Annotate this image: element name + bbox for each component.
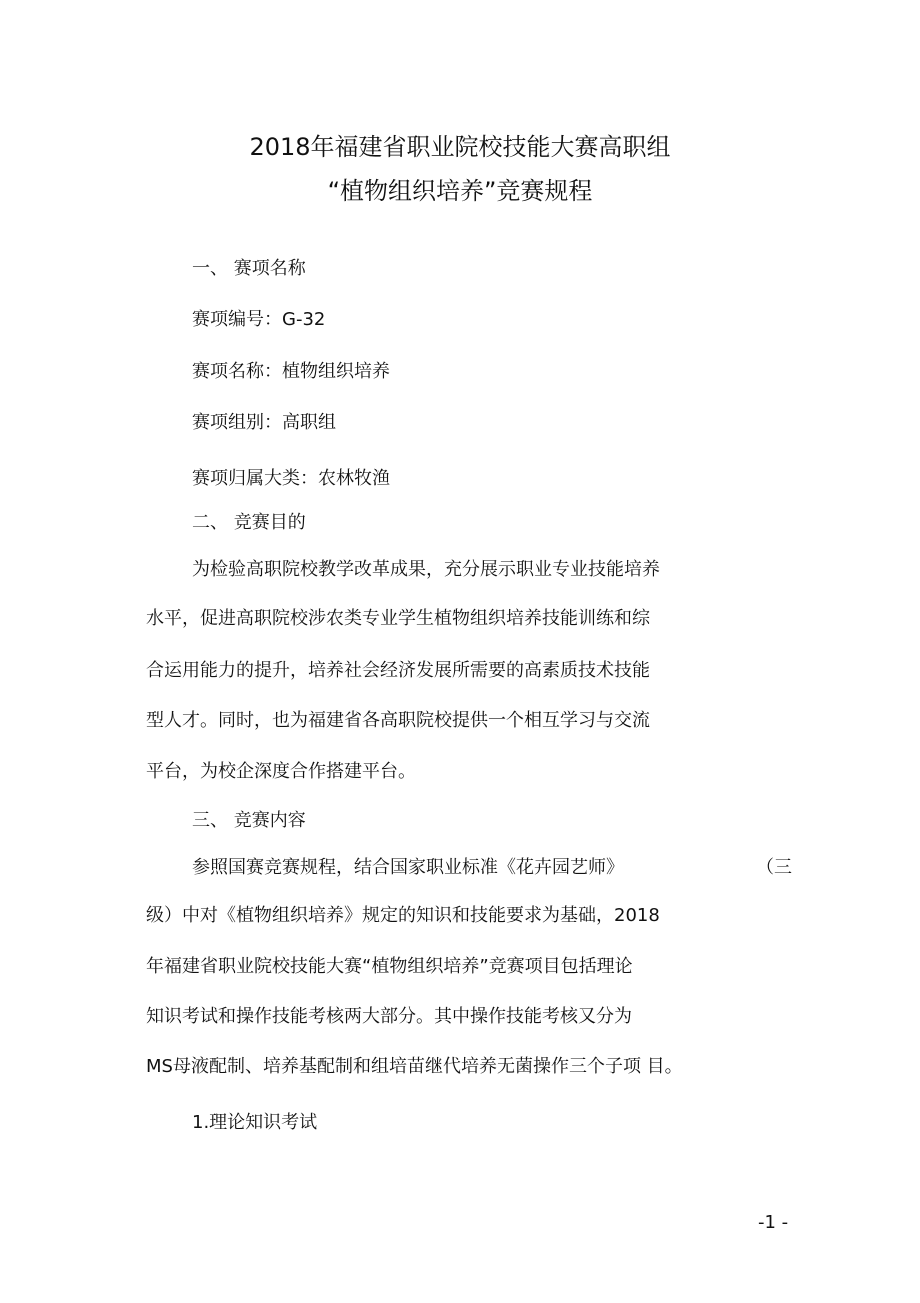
paragraph-line: 平台，为校企深度合作搭建平台。: [146, 761, 416, 782]
event-code: 赛项编号：G-32: [192, 309, 326, 330]
paragraph-line: 参照国赛竞赛规程，结合国家职业标准《花卉园艺师》: [192, 857, 624, 878]
event-category: 赛项归属大类：农林牧渔: [192, 468, 390, 489]
paragraph-line: 年福建省职业院校技能大赛“植物组织培养”竞赛项目包括理论: [146, 956, 633, 977]
paragraph-line: MS母液配制、培养基配制和组培苗继代培养无菌操作三个子项 目。: [146, 1056, 683, 1077]
page-number: -1 -: [758, 1212, 789, 1233]
doc-title-line-2: “植物组织培养”竞赛规程: [327, 177, 593, 205]
doc-title-line-1: 2018年福建省职业院校技能大赛高职组: [249, 133, 671, 161]
section-1-heading: 一、 赛项名称: [192, 258, 306, 279]
event-name: 赛项名称：植物组织培养: [192, 361, 390, 382]
event-group: 赛项组别：高职组: [192, 412, 336, 433]
section-3-heading: 三、 竞赛内容: [192, 810, 306, 831]
section-2-heading: 二、 竞赛目的: [192, 512, 306, 533]
paragraph-line: 级）中对《植物组织培养》规定的知识和技能要求为基础，2018: [146, 905, 660, 926]
paragraph-line: 型人才。同时，也为福建省各高职院校提供一个相互学习与交流: [146, 710, 650, 731]
paragraph-line: 为检验高职院校教学改革成果，充分展示职业专业技能培养: [192, 559, 660, 580]
subsection-heading: 1.理论知识考试: [192, 1112, 318, 1133]
paragraph-line: 水平，促进高职院校涉农类专业学生植物组织培养技能训练和综: [146, 608, 650, 629]
paragraph-line-tail: （三: [756, 857, 792, 878]
paragraph-line: 合运用能力的提升，培养社会经济发展所需要的高素质技术技能: [146, 660, 650, 681]
paragraph-line: 知识考试和操作技能考核两大部分。其中操作技能考核又分为: [146, 1006, 632, 1027]
